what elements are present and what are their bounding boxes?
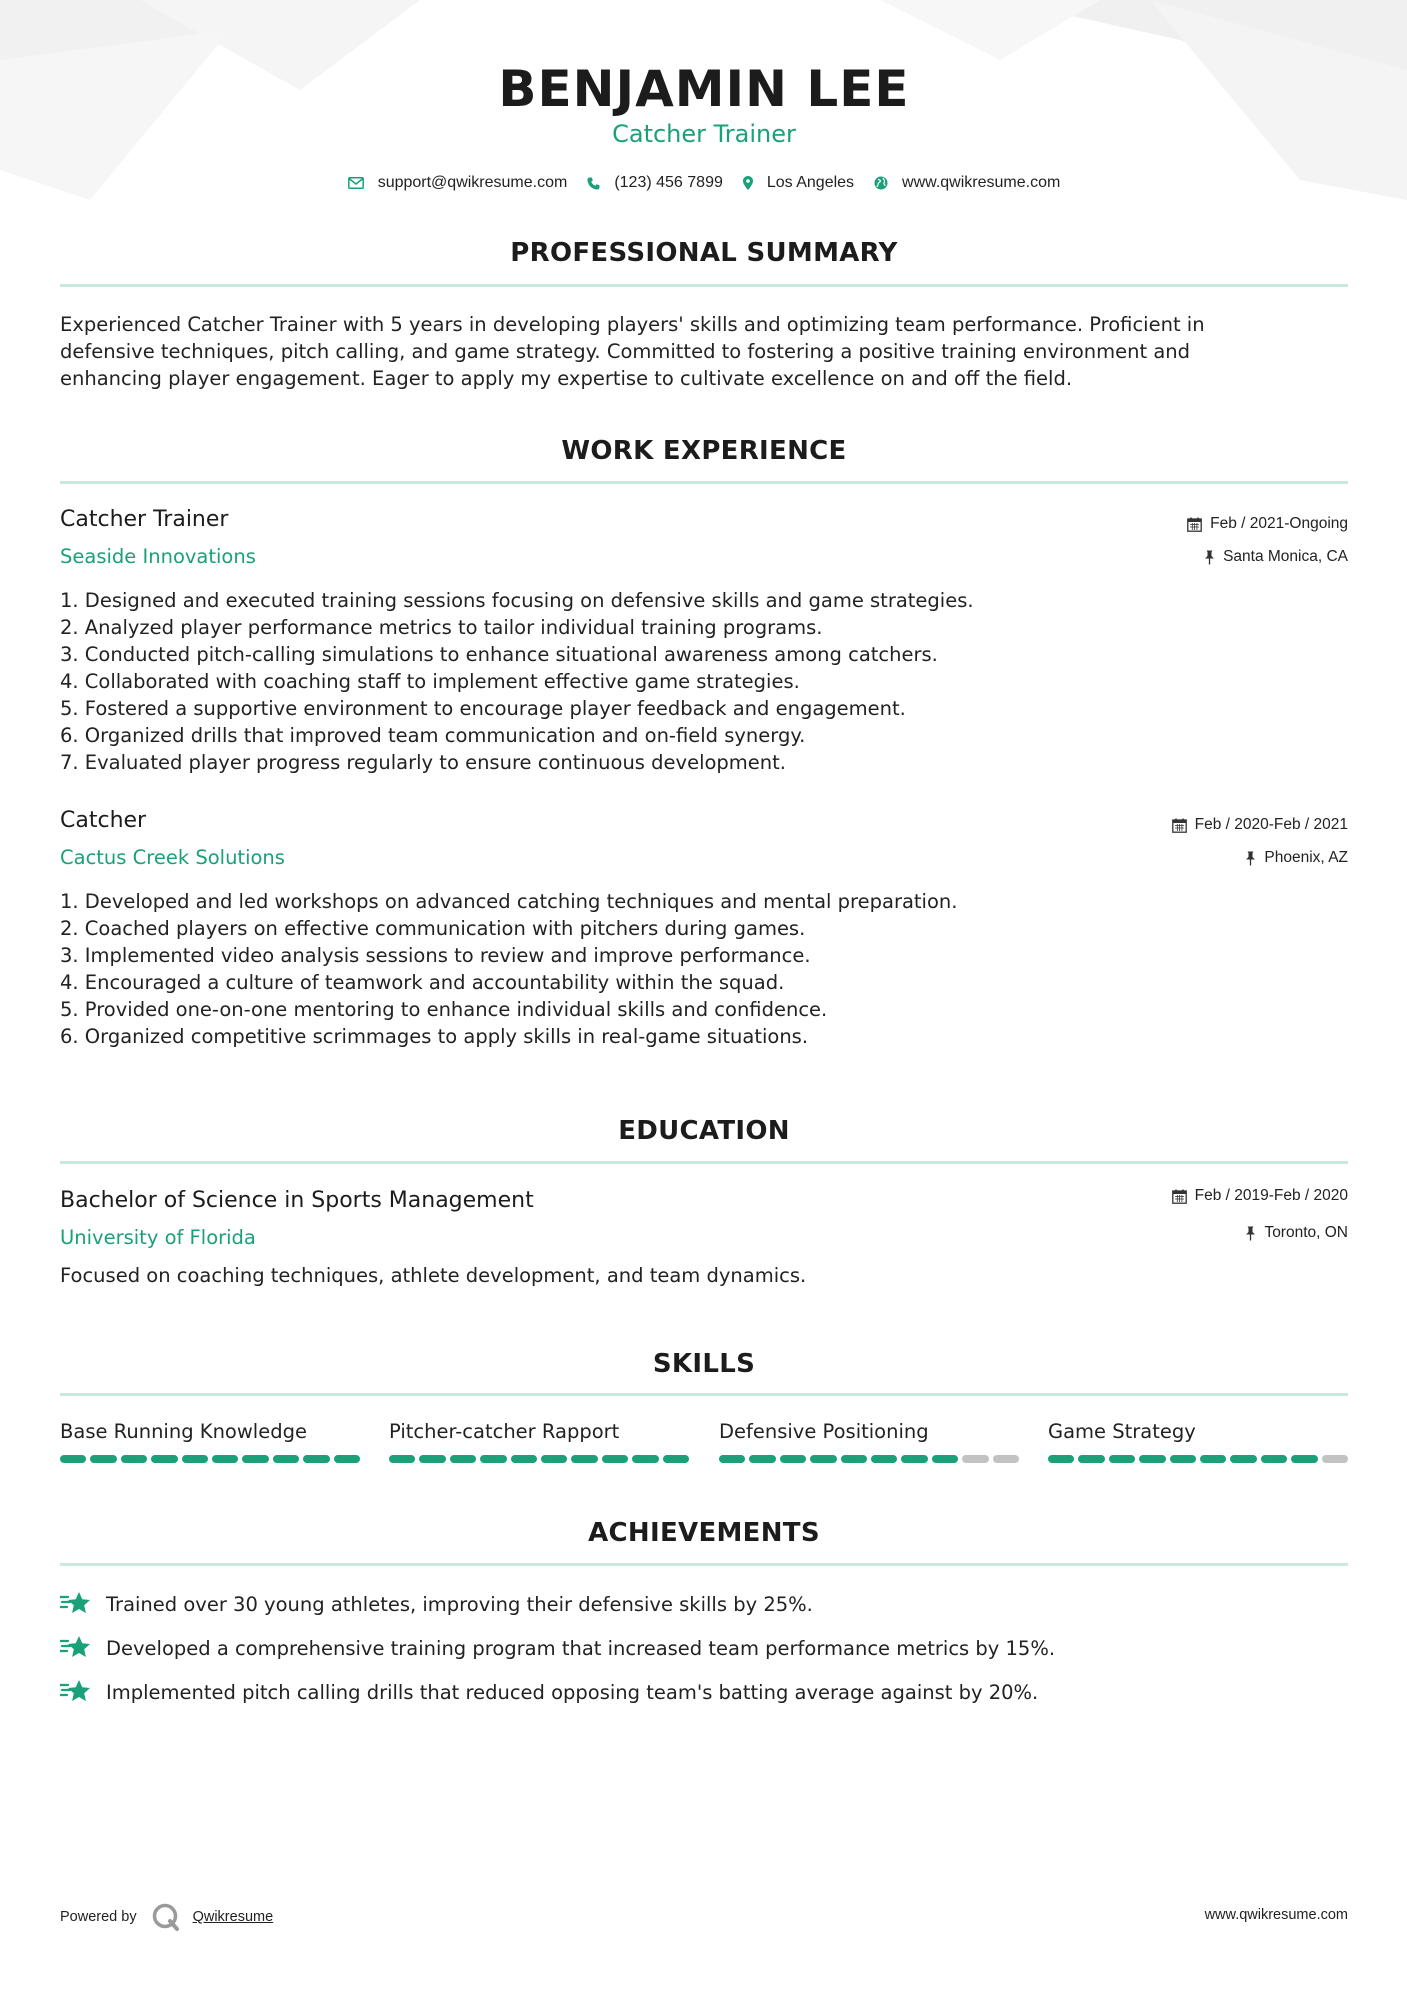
- skill-item: [60, 1420, 360, 1443]
- job-location: [1245, 849, 1348, 867]
- degree-title: Bachelor of Science in Sports Management: [60, 1188, 534, 1213]
- list-item: 6. Organized competitive scrimmages to apply skills in real-game situations.: [60, 1025, 809, 1048]
- achievement-text: Implemented pitch calling drills that reduced opposing team's batting average against by 20%.: [106, 1680, 1039, 1704]
- skill-segment-filled: [632, 1455, 658, 1463]
- list-item: 5. Fostered a supportive environment to encourage player feedback and engagement.: [60, 697, 906, 720]
- experience-divider: [60, 481, 1348, 484]
- education-dates-text: Feb / 2019-Feb / 2020: [1194, 1187, 1348, 1204]
- skill-segment-filled: [1078, 1455, 1104, 1463]
- job-location: [1204, 548, 1348, 566]
- calendar-icon: [1187, 517, 1202, 532]
- skill-label: Defensive Positioning: [719, 1420, 929, 1443]
- contact-bar: [60, 174, 1348, 192]
- job-bullet-list: [60, 587, 1348, 776]
- job-dates-text: Feb / 2020-Feb / 2021: [1194, 816, 1348, 833]
- job-title: Catcher Trainer: [60, 507, 229, 532]
- summary-heading: PROFESSIONAL SUMMARY: [510, 238, 898, 268]
- skill-item: [389, 1420, 689, 1443]
- skill-segment-filled: [602, 1455, 628, 1463]
- list-item: 6. Organized drills that improved team communication and on-field synergy.: [60, 724, 806, 747]
- achievement-item: [60, 1591, 813, 1617]
- map-pin-icon: [743, 176, 753, 190]
- achievement-item: [60, 1635, 1055, 1661]
- skills-heading: SKILLS: [652, 1349, 756, 1379]
- skill-segment-filled: [1170, 1455, 1196, 1463]
- education-dates: [1172, 1187, 1348, 1205]
- job-location-text: Santa Monica, CA: [1223, 548, 1348, 565]
- achievement-item: [60, 1679, 1038, 1705]
- skill-segment-filled: [719, 1455, 745, 1463]
- skill-segment-empty: [962, 1455, 988, 1463]
- skill-segment-filled: [749, 1455, 775, 1463]
- email-text: support@qwikresume.com: [377, 174, 568, 191]
- pushpin-icon: [1245, 1226, 1256, 1241]
- star-icon: [60, 1635, 92, 1661]
- qwikresume-logo-icon: [151, 1902, 181, 1932]
- contact-website[interactable]: [874, 174, 1060, 192]
- skill-segment-filled: [1109, 1455, 1135, 1463]
- school-name: University of Florida: [60, 1226, 256, 1249]
- contact-location: [743, 174, 854, 192]
- skill-segment-filled: [663, 1455, 689, 1463]
- skill-segment-filled: [810, 1455, 836, 1463]
- skill-segment-filled: [121, 1455, 147, 1463]
- skill-segment-filled: [90, 1455, 116, 1463]
- skill-label: Pitcher-catcher Rapport: [389, 1420, 620, 1443]
- candidate-title: Catcher Trainer: [612, 120, 796, 148]
- skill-segment-filled: [303, 1455, 329, 1463]
- job-dates-text: Feb / 2021-Ongoing: [1210, 515, 1348, 532]
- skill-segment-filled: [182, 1455, 208, 1463]
- contact-email[interactable]: [348, 174, 568, 192]
- footer-powered-by: [60, 1902, 273, 1932]
- skill-label: Game Strategy: [1048, 1420, 1196, 1443]
- powered-by-text: Powered by: [60, 1909, 137, 1925]
- skill-segment-filled: [334, 1455, 360, 1463]
- skills-divider: [60, 1393, 1348, 1396]
- job-dates: [1172, 816, 1348, 834]
- list-item: 2. Analyzed player performance metrics to tailor individual training programs.: [60, 616, 823, 639]
- education-divider: [60, 1161, 1348, 1164]
- phone-text: (123) 456 7899: [614, 174, 723, 191]
- star-icon: [60, 1591, 92, 1617]
- skill-item: [1048, 1420, 1348, 1443]
- skill-segment-filled: [419, 1455, 445, 1463]
- skill-segment-filled: [450, 1455, 476, 1463]
- pushpin-icon: [1245, 851, 1256, 866]
- list-item: 3. Conducted pitch-calling simulations to enhance situational awareness among catchers.: [60, 643, 938, 666]
- list-item: 7. Evaluated player progress regularly to ensure continuous development.: [60, 751, 787, 774]
- skill-segment-filled: [242, 1455, 268, 1463]
- skill-segment-filled: [60, 1455, 86, 1463]
- candidate-name: BENJAMIN LEE: [498, 60, 910, 118]
- skill-segment-filled: [511, 1455, 537, 1463]
- location-text: Los Angeles: [766, 174, 855, 191]
- skill-level-bar: [389, 1455, 689, 1463]
- envelope-icon: [348, 177, 364, 189]
- skill-segment-filled: [871, 1455, 897, 1463]
- skill-level-bar: [60, 1455, 360, 1463]
- phone-icon: [587, 177, 600, 190]
- education-location: [1245, 1224, 1348, 1242]
- skill-segment-filled: [151, 1455, 177, 1463]
- website-text: www.qwikresume.com: [902, 174, 1061, 191]
- skill-segment-filled: [1261, 1455, 1287, 1463]
- resume-page: [60, 0, 1348, 1990]
- skill-segment-filled: [273, 1455, 299, 1463]
- education-description: Focused on coaching techniques, athlete development, and team dynamics.: [60, 1264, 807, 1287]
- list-item: 1. Developed and led workshops on advanced catching techniques and mental preparation.: [60, 890, 958, 913]
- skill-segment-filled: [901, 1455, 927, 1463]
- footer-website[interactable]: www.qwikresume.com: [1204, 1907, 1348, 1923]
- skill-segment-empty: [993, 1455, 1019, 1463]
- summary-divider: [60, 284, 1348, 287]
- job-title: Catcher: [60, 808, 147, 833]
- education-heading: EDUCATION: [618, 1116, 790, 1146]
- achievements-heading: ACHIEVEMENTS: [588, 1518, 820, 1548]
- skill-segment-filled: [932, 1455, 958, 1463]
- summary-line: Experienced Catcher Trainer with 5 years in developing players' skills and optimizing team performance. Proficient in: [60, 313, 1205, 336]
- achievement-text: Developed a comprehensive training program that increased team performance metrics by 15%.: [106, 1636, 1056, 1660]
- achievement-text: Trained over 30 young athletes, improving their defensive skills by 25%.: [106, 1592, 813, 1616]
- list-item: 4. Encouraged a culture of teamwork and accountability within the squad.: [60, 971, 785, 994]
- skill-segment-filled: [841, 1455, 867, 1463]
- contact-phone[interactable]: [587, 174, 723, 192]
- skill-segment-filled: [480, 1455, 506, 1463]
- job-bullet-list: [60, 888, 1348, 1050]
- skill-segment-filled: [1291, 1455, 1317, 1463]
- skill-segment-filled: [1048, 1455, 1074, 1463]
- job-company: Seaside Innovations: [60, 545, 256, 568]
- skill-segment-empty: [1322, 1455, 1348, 1463]
- job-dates: [1187, 515, 1348, 533]
- star-icon: [60, 1679, 92, 1705]
- list-item: 2. Coached players on effective communication with pitchers during games.: [60, 917, 806, 940]
- skill-segment-filled: [212, 1455, 238, 1463]
- education-location-text: Toronto, ON: [1264, 1224, 1348, 1241]
- summary-line: enhancing player engagement. Eager to apply my expertise to cultivate excellence on and off the field.: [60, 367, 1073, 390]
- skill-level-bar: [1048, 1455, 1348, 1463]
- calendar-icon: [1172, 1189, 1187, 1204]
- skill-item: [719, 1420, 1019, 1443]
- skill-segment-filled: [541, 1455, 567, 1463]
- job-company: Cactus Creek Solutions: [60, 846, 285, 869]
- skill-level-bar: [719, 1455, 1019, 1463]
- list-item: 5. Provided one-on-one mentoring to enhance individual skills and confidence.: [60, 998, 828, 1021]
- qwikresume-link[interactable]: Qwikresume: [192, 1909, 274, 1925]
- skill-segment-filled: [1200, 1455, 1226, 1463]
- skill-segment-filled: [1139, 1455, 1165, 1463]
- experience-heading: WORK EXPERIENCE: [561, 436, 847, 466]
- summary-text: [60, 311, 1348, 392]
- calendar-icon: [1172, 818, 1187, 833]
- skill-segment-filled: [780, 1455, 806, 1463]
- list-item: 3. Implemented video analysis sessions to review and improve performance.: [60, 944, 811, 967]
- skill-segment-filled: [389, 1455, 415, 1463]
- skill-segment-filled: [1230, 1455, 1256, 1463]
- achievements-divider: [60, 1563, 1348, 1566]
- skill-segment-filled: [571, 1455, 597, 1463]
- list-item: 1. Designed and executed training sessions focusing on defensive skills and game strategies.: [60, 589, 974, 612]
- job-location-text: Phoenix, AZ: [1264, 849, 1348, 866]
- list-item: 4. Collaborated with coaching staff to implement effective game strategies.: [60, 670, 800, 693]
- pushpin-icon: [1204, 550, 1215, 565]
- globe-icon: [874, 176, 888, 190]
- skill-label: Base Running Knowledge: [60, 1420, 307, 1443]
- summary-line: defensive techniques, pitch calling, and game strategy. Committed to fostering a positive training environment and: [60, 340, 1191, 363]
